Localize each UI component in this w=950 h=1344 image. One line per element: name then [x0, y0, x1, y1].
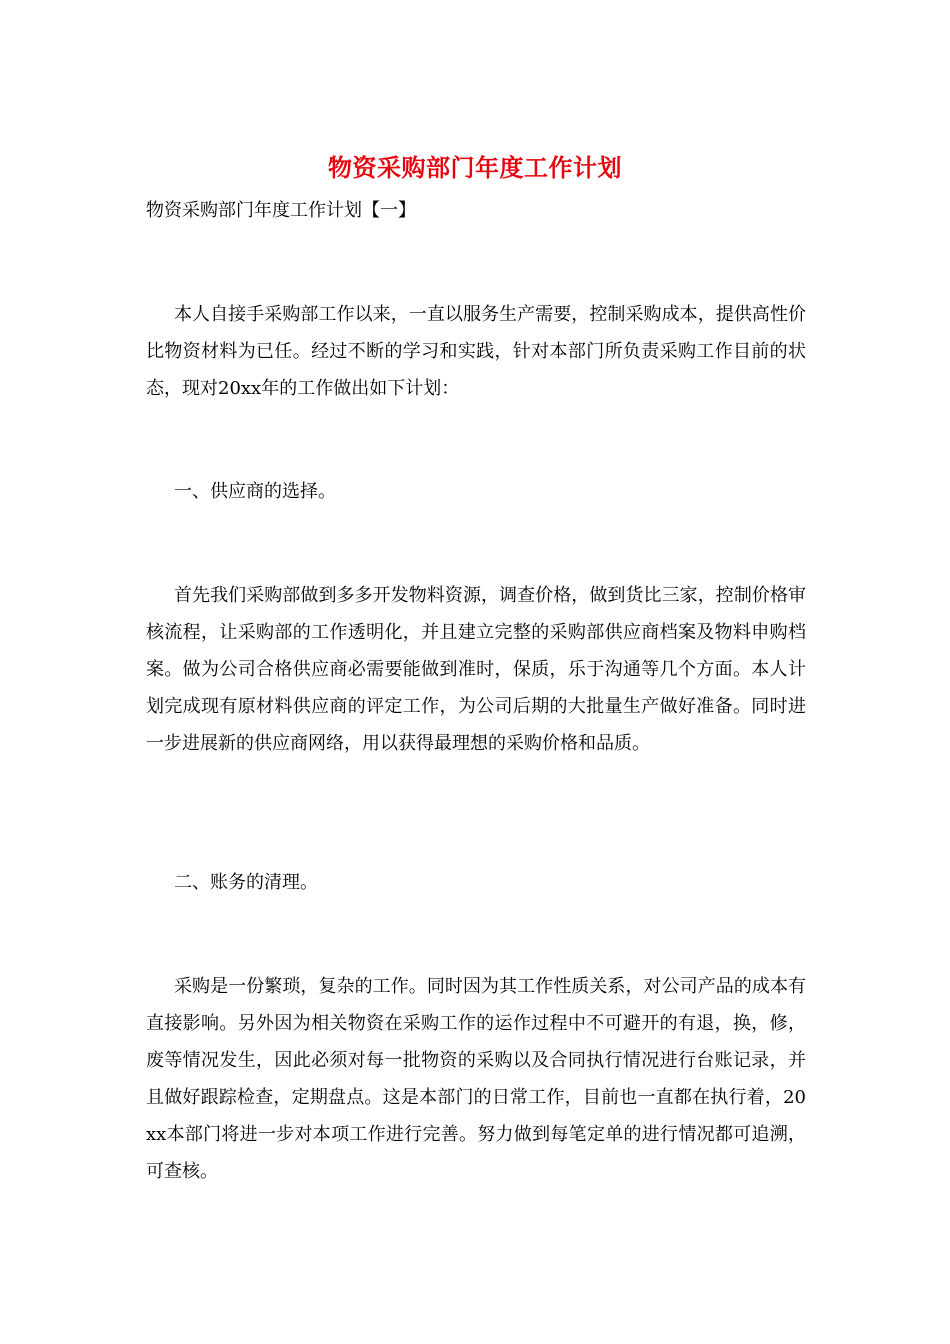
paragraph-suppliers: 首先我们采购部做到多多开发物料资源，调查价格，做到货比三家，控制价格审核流程，让采购部的工作透明化，并且建立完整的采购部供应商档案及物料申购档案。做为公司合格供应商必需要能做到准时，保质，乐于沟通等几个方面。本人计划完成现有原材料供应商的评定工作，为公司后期的大批量生产做好准备。同时进一步进展新的供应商网络，用以获得最理想的采购价格和品质。 — [146, 585, 806, 754]
paragraph-intro: 本人自接手采购部工作以来，一直以服务生产需要，控制采购成本，提供高性价比物资材料为已任。经过不断的学习和实践，针对本部门所负责采购工作目前的状态，现对20xx年的工作做出如下计划： — [146, 304, 806, 399]
section-heading-accounts: 二、账务的清理。 — [174, 872, 318, 893]
document-subtitle: 物资采购部门年度工作计划【一】 — [146, 200, 416, 221]
document-title: 物资采购部门年度工作计划 — [328, 153, 622, 182]
paragraph-accounts: 采购是一份繁琐，复杂的工作。同时因为其工作性质关系，对公司产品的成本有直接影响。另外因为相关物资在采购工作的运作过程中不可避开的有退，换，修，废等情况发生，因此必须对每一批物资的采购以及合同执行情况进行台账记录，并且做好跟踪检查，定期盘点。这是本部门的日常工作，目前也一直都在执行着，20xx本部门将进一步对本项工作进行完善。努力做到每笔定单的进行情况都可追溯，可查核。 — [146, 976, 806, 1182]
section-heading-suppliers: 一、供应商的选择。 — [174, 481, 336, 502]
